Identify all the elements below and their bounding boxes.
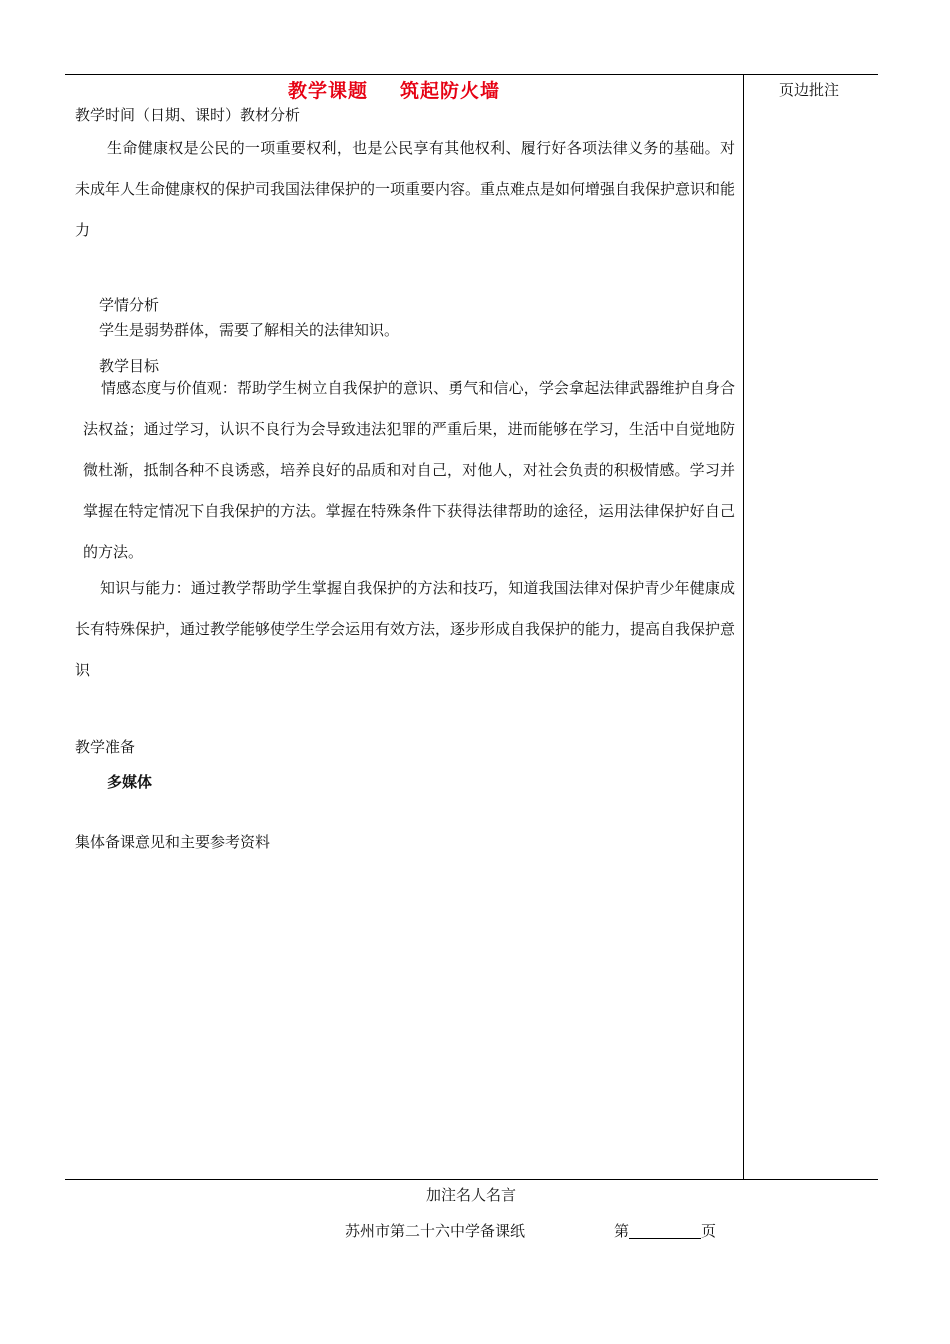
quote-label: 加注名人名言 (426, 1186, 517, 1204)
school-paper-label: 苏州市第二十六中学备课纸 (345, 1222, 526, 1240)
lesson-title (288, 76, 500, 103)
collective-label: 集体备课意见和主要参考资料 (75, 833, 271, 851)
preparation-value: 多媒体 (107, 773, 153, 791)
page-number (614, 1220, 716, 1241)
goal-emotion-text: 情感态度与价值观：帮助学生树立自我保护的意识、勇气和信心，学会拿起法律武器维护自身合法权益；通过学习，认识不良行为会导致违法犯罪的严重后果，进而能够在学习，生活中自觉地防微杜渐，抵制各种不良诱惑，培养良好的品质和对自己，对他人，对社会负责的积极情感。学习并掌握在特定情况下自我保护的方法。掌握在特殊条件下获得法律帮助的途径，运用法律保护好自己的方法。 (83, 379, 735, 561)
material-analysis-text: 生命健康权是公民的一项重要权利，也是公民享有其他权利、履行好各项法律义务的基础。对未成年人生命健康权的保护司我国法律保护的一项重要内容。重点难点是如何增强自我保护意识和能力 (75, 139, 736, 239)
top-rule (65, 74, 878, 75)
learner-analysis-text: 学生是弱势群体，需要了解相关的法律知识。 (99, 321, 400, 339)
page-prefix: 第 (614, 1222, 630, 1240)
margin-divider (743, 74, 744, 1179)
bottom-rule (65, 1179, 878, 1180)
margin-note-label: 页边批注 (779, 81, 840, 99)
goal-knowledge-text: 知识与能力：通过教学帮助学生掌握自我保护的方法和技巧，知道我国法律对保护青少年健康成长有特殊保护，通过教学能够使学生学会运用有效方法，逐步形成自我保护的能力，提高自我保护意识 (75, 579, 736, 679)
page-suffix: 页 (701, 1222, 717, 1240)
time-analysis-label: 教学时间（日期、课时）教材分析 (75, 106, 301, 124)
page-blank[interactable] (629, 1222, 701, 1239)
goals-label: 教学目标 (99, 357, 160, 375)
title-prefix: 教学课题 (288, 80, 369, 102)
preparation-label: 教学准备 (75, 738, 136, 756)
title-topic: 筑起防火墙 (400, 80, 501, 102)
learner-analysis-label: 学情分析 (99, 296, 160, 314)
